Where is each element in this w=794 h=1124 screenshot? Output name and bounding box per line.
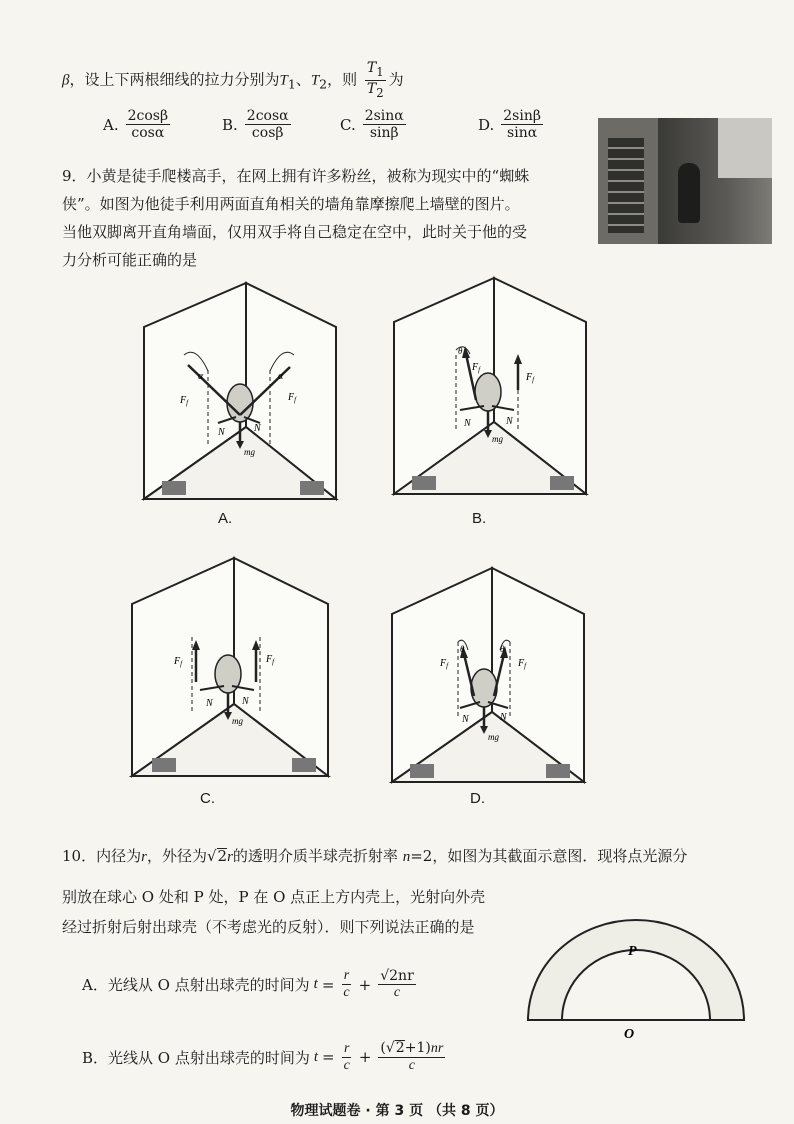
fig-b-theta: θ [458,346,463,356]
q9-line2: 侠”。如图为他徒手利用两面直角相关的墙角靠摩擦爬上墙壁的图片。 [62,195,520,213]
fig-c-mg: mg [232,716,243,726]
q8-option-c-num: 2sinα [364,108,404,124]
q10-option-a-sqrt-sign: √ [380,968,390,984]
q10-r2: r [227,849,233,865]
fig-a-mg: mg [244,447,255,457]
q9-line4: 力分析可能正确的是 [62,251,198,269]
q8-ratio-num: T [366,60,377,76]
fig-a-ff-left: $F_f$ [180,395,189,407]
q8-option-b-den: cosβ [251,125,284,141]
q10-option-b-text: B．光线从 O 点射出球壳的时间为 [82,1048,310,1067]
q9-line1: 9．小黄是徒手爬楼高手，在网上拥有许多粉丝，被称为现实中的“蜘蛛 [62,167,530,185]
q10-line1-c: 的透明介质半球壳折射率 [232,847,398,865]
caption-d: D. [470,790,485,807]
figure-b[interactable] [390,270,590,505]
q8-t1-sub: 1 [287,76,296,92]
q8-option-c[interactable] [340,108,409,141]
q10-option-a-num2: 2nr [389,968,414,984]
fig-b-ff-left: $F_f$ [472,362,481,374]
fig-c-n-right: N [242,696,249,707]
q8-wei: 为 [388,70,404,89]
fig-d-theta-left: θ [460,644,465,654]
fig-c-ff-right: $F_f$ [266,654,275,666]
q8-option-a[interactable] [103,108,173,141]
fig-b-ff-right: $F_f$ [526,372,535,384]
q10-option-a-num1: r [343,968,350,983]
q8-option-b[interactable] [222,108,294,141]
q8-ze: ，则 [327,70,358,89]
fig-c-n-left: N [206,698,213,709]
q10-sqrt-two: 2 [217,847,228,865]
q8-option-c-den: sinβ [369,125,399,141]
q10-n: n [402,849,411,865]
q10-option-a-den2: c [393,985,401,1000]
q10-option-b-nr: nr [430,1041,444,1056]
q9-line3: 当他双脚离开直角墙面，仅用双手将自己稳定在空中，此时关于他的受 [62,223,528,241]
q8-option-d-num: 2sinβ [503,108,541,124]
q10-option-a-eq: = [321,975,335,994]
fig-d-ff-left: $F_f$ [440,658,449,670]
q10-line1-a: 10．内径为 [62,847,142,865]
q8-t2-sub: 2 [319,76,328,92]
q10-option-b-plus: + [358,1048,372,1066]
q8-option-d-den: sinα [507,125,538,141]
q8-option-d[interactable] [478,108,546,141]
q10-option-b-eq: = [322,1048,335,1066]
label-p: P [628,944,637,959]
q8-stem-text: ，设上下两根细线的拉力分别为 [69,70,280,89]
fig-a-ff-right: $F_f$ [288,392,297,404]
q10-line1-b: ，外径为 [146,847,207,865]
q10-r1: r [141,849,147,865]
fig-d-n-right: N [500,712,507,723]
q10-option-b-t: t [313,1048,319,1065]
q8-option-b-letter: B. [222,115,238,134]
q10-option-b-num1: r [343,1040,350,1056]
fig-b-n-right: N [506,416,513,427]
fig-c-ff-left: $F_f$ [174,656,183,668]
fig-d-theta-right: θ [500,644,505,654]
q8-sep: 、 [295,70,311,89]
q8-t1: T [279,72,288,89]
fig-d-n-left: N [462,714,469,725]
q10-line1-d: =2，如图为其截面示意图．现将点光源分 [410,847,688,865]
label-o: O [624,1027,635,1040]
q8-ratio-den-sub: 2 [376,85,384,100]
figure-c[interactable] [128,552,334,787]
q8-option-c-letter: C. [340,115,356,134]
q8-stem [62,60,404,101]
q10-line3: 经过折射后射出球壳（不考虑光的反射）．则下列说法正确的是 [62,918,475,936]
q10-option-b-sqrt-two: 2 [395,1040,405,1056]
q10-option-a[interactable] [82,968,419,1001]
q8-beta: β [62,72,70,89]
fig-b-n-left: N [464,418,471,429]
q8-t2: T [310,72,320,89]
caption-a: A. [218,510,233,527]
fig-a-alpha-left: α [198,371,204,382]
figure-d[interactable] [388,562,588,790]
q8-option-a-letter: A. [103,115,119,134]
fig-a-n-left: N [218,427,225,438]
q10-line2: 别放在球心 O 处和 P 处，P 在 O 点正上方内壳上，光射向外壳 [62,888,486,906]
hemisphere-shell-diagram[interactable] [520,910,752,1040]
fig-d-ff-right: $F_f$ [518,658,527,670]
fig-a-n-right: N [254,423,261,434]
q10-sqrt-sign: √ [206,847,217,865]
fig-d-mg: mg [488,732,499,742]
q8-ratio-num-sub: 1 [376,64,384,79]
page-footer: 物理试题卷 · 第 3 页 （共 8 页） [290,1103,504,1119]
q8-option-d-letter: D. [478,115,495,134]
fig-a-alpha-right: α [278,371,284,382]
q10-option-b-sqrt-sign: √ [385,1040,395,1056]
q10-option-b[interactable]: B．光线从 O 点射出球壳的时间为 t = $\frac{r}{c}$ + $\frac{(√2+1)nr}{c}$ [82,1040,444,1073]
q10-option-a-plus: + [358,975,372,994]
q8-ratio [365,60,386,101]
q10-option-b-den1: c [343,1057,350,1073]
q10-option-a-den1: c [343,985,350,1000]
q8-option-b-num: 2cosα [246,108,289,124]
figure-a[interactable] [140,275,340,510]
fig-b-mg: mg [492,434,503,444]
q10-option-b-den2: c [408,1058,415,1073]
climber-photo [598,118,772,244]
caption-c: C. [200,790,215,807]
q8-option-a-den: cosα [131,125,165,141]
q8-ratio-den: T [366,80,377,97]
caption-b: B. [472,510,487,527]
q10-option-a-t: t [313,976,318,992]
q10-line1 [62,845,687,868]
q10-option-b-plus-one: +1 [404,1040,426,1056]
q8-option-a-num: 2cosβ [127,108,169,124]
q10-option-a-text: A．光线从 O 点射出球壳的时间为 [82,976,310,994]
